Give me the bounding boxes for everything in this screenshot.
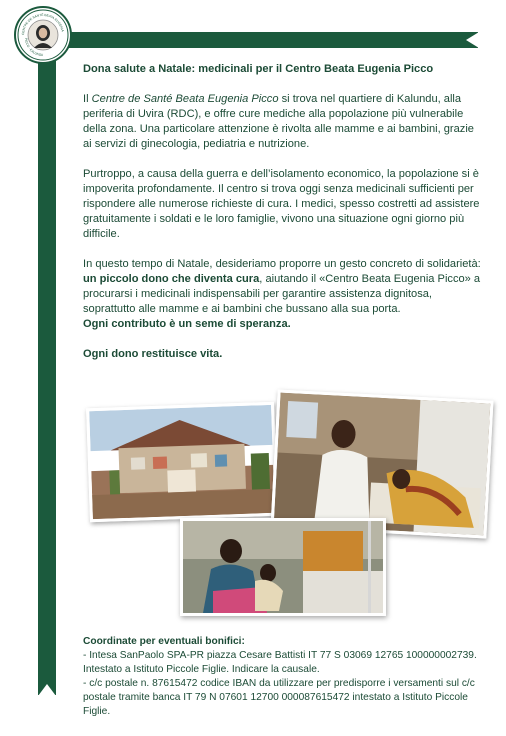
appeal-highlight: un piccolo dono che diventa cura bbox=[83, 273, 260, 285]
health-center-building-photo bbox=[86, 402, 278, 522]
paragraph-situation: Purtroppo, a causa della guerra e dell’isolamento economico, la popolazione si è impoverita profondamente. Il centro si trova oggi senza medicinali sufficienti per rispondere alle numerose richieste di cura. I medici, spesso costretti ad assistere gratuitamente i soldati e le loro famiglie, vivono una situazione ogni giorno più difficile. bbox=[83, 168, 480, 240]
top-ribbon-notch bbox=[466, 32, 479, 48]
appeal-post: , aiutando il «Centro Beata Eugenia Picco» a procurarsi i medicinali indispensabili per garantire assistenza dignitosa, soprattutto alle mamme e ai bambini che bussano alla sua porta. bbox=[83, 273, 481, 315]
paragraph-appeal bbox=[83, 257, 483, 317]
bank-details-line-2: - c/c postale n. 87615472 codice IBAN da utilizzare per predisporre i versamenti sul c/c postale tramite banca IT 79 N 07601 12700 000087615472 intestato a Istituto Piccole Figlie. bbox=[83, 678, 475, 717]
intro-pre: Il bbox=[83, 93, 92, 105]
doctor-examining-patient-photo bbox=[271, 389, 494, 538]
slogan-life: Ogni dono restituisce vita. bbox=[83, 348, 223, 360]
logo-ring-text-top: CENTRE DE SANTÉ BEATA EUGENIA bbox=[20, 12, 65, 36]
center-logo bbox=[14, 6, 72, 64]
bank-details-line-1: - Intesa SanPaolo SPA-PR piazza Cesare Battisti IT 77 S 03069 12765 100000002739. Intestato a Istituto Piccole Figlie. Indicare la causale. bbox=[83, 650, 477, 675]
paragraph-intro bbox=[83, 92, 483, 152]
slogan-hope: Ogni contributo è un seme di speranza. bbox=[83, 318, 291, 330]
bank-details-heading: Coordinate per eventuali bonifici: bbox=[83, 636, 245, 647]
top-green-ribbon bbox=[38, 32, 478, 48]
intro-post: si trova nel quartiere di Kalundu, alla periferia di Uvira (RDC), e offre cure mediche alla popolazione più vulnerabile della zona. Una particolare attenzione è rivolta alle mamme e ai bambini, grazie ai servizi di ginecologia, pediatria e nutrizione. bbox=[83, 93, 474, 150]
appeal-pre: In questo tempo di Natale, desideriamo proporre un gesto concreto di solidarietà: bbox=[83, 258, 481, 270]
left-ribbon-notch bbox=[38, 684, 56, 696]
page-title: Dona salute a Natale: medicinali per il Centro Beata Eugenia Picco bbox=[83, 63, 434, 75]
article-body bbox=[83, 62, 483, 377]
portrait-seal-icon bbox=[16, 8, 70, 62]
left-green-ribbon bbox=[38, 18, 56, 695]
bank-details bbox=[83, 635, 493, 719]
centre-name: Centre de Santé Beata Eugenia Picco bbox=[91, 93, 279, 105]
mother-and-child-ward-photo bbox=[180, 518, 386, 616]
logo-ring-text-bottom: PICCO · KALUNDU bbox=[23, 37, 44, 58]
